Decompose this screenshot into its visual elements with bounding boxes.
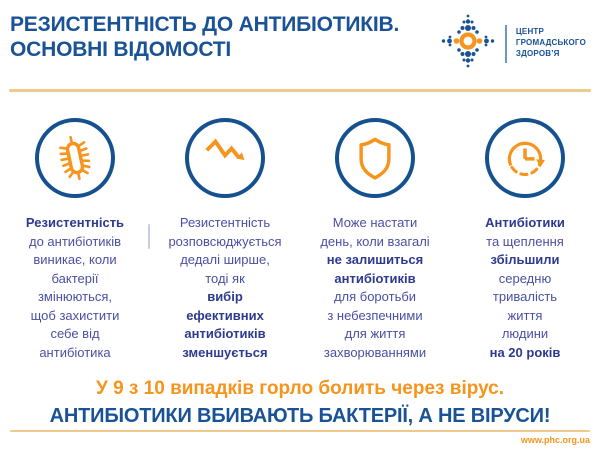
fact-text-line: дедалі ширше, [180, 252, 270, 267]
fact-text-resistance [1, 214, 149, 362]
fact-text-lifespan [451, 214, 599, 362]
fact-text-line: не залишиться [326, 252, 424, 267]
fact-text-line: Антибіотики [485, 215, 565, 230]
fact-text-line: на 20 років [489, 344, 561, 360]
page-title-line-1: РЕЗИСТЕНТНІСТЬ ДО АНТИБІОТИКІВ. [10, 13, 400, 36]
fact-text-line: ефективних [186, 307, 264, 323]
header-rule [9, 89, 591, 92]
fact-text-line: Може настати [332, 215, 418, 230]
fact-text-line: зменшується [182, 344, 268, 360]
facts-row [0, 118, 600, 362]
page-title [10, 12, 399, 62]
antibiotics-tagline: АНТИБІОТИКИ ВБИВАЮТЬ БАКТЕРІЇ, А НЕ ВІРУСИ! [49, 404, 551, 427]
fact-column-shield [300, 118, 450, 362]
fact-column-resistance [0, 118, 150, 362]
shield-icon [335, 118, 415, 198]
fact-text-line: захворюваннями [323, 344, 427, 360]
fact-text-line: себе від [50, 326, 100, 341]
logo-org-line-2: ГРОМАДСЬКОГО [515, 38, 586, 48]
fact-text-line: життя [507, 307, 543, 323]
phc-logo [440, 13, 586, 74]
footer [10, 430, 590, 445]
fact-text-line: вибір [207, 289, 243, 304]
fact-text-line: антибіотиків [184, 326, 266, 341]
fact-text-line: виникає, коли [33, 252, 117, 267]
fact-column-lifespan [450, 118, 600, 362]
logo-org-name [516, 27, 586, 59]
logo-divider [505, 25, 507, 63]
fact-text-spread [151, 214, 299, 362]
fact-text-line: антибіотика [39, 344, 111, 360]
fact-text-line: для боротьби [333, 289, 417, 304]
bacteria-icon [35, 118, 115, 198]
fact-text-line: збільшили [490, 252, 560, 267]
virus-tagline: У 9 з 10 випадків горло болить через вірус. [95, 378, 505, 399]
website-link[interactable]: www.phc.org.ua [520, 435, 590, 445]
fact-text-shield [301, 214, 449, 362]
fact-text-line: тривалість [492, 289, 558, 304]
clock-history-icon [485, 118, 565, 198]
phc-dotted-diamond-icon [440, 13, 496, 74]
logo-org-line-3: ЗДОРОВ’Я [515, 48, 560, 58]
fact-text-line: Резистентність [179, 215, 271, 230]
fact-text-line: середню [498, 270, 552, 286]
column-divider [148, 224, 150, 249]
fact-text-line: щоб захистити [30, 307, 120, 323]
fact-text-line: та щеплення [486, 233, 564, 249]
page-title-line-2: ОСНОВНІ ВІДОМОСТІ [10, 38, 232, 62]
declining-trend-arrow-icon [185, 118, 265, 198]
fact-text-line: до антибіотиків [28, 233, 122, 249]
fact-text-line: бактерії [51, 270, 99, 286]
logo-org-line-1: ЦЕНТР [515, 27, 545, 37]
footer-rule [10, 430, 590, 432]
fact-text-line: для життя [344, 326, 406, 341]
fact-text-line: Резистентність [25, 215, 125, 230]
fact-text-line: розповсюджується [168, 233, 282, 249]
fact-text-line: змінюються, [37, 289, 113, 304]
fact-column-spread [150, 118, 300, 362]
fact-text-line: з небезпечними [327, 307, 423, 323]
fact-text-line: день, коли взагалі [320, 233, 430, 249]
fact-text-line: людини [501, 326, 549, 341]
fact-text-line: тоді як [205, 270, 245, 286]
header [0, 0, 600, 80]
fact-text-line: антибіотиків [334, 270, 416, 286]
